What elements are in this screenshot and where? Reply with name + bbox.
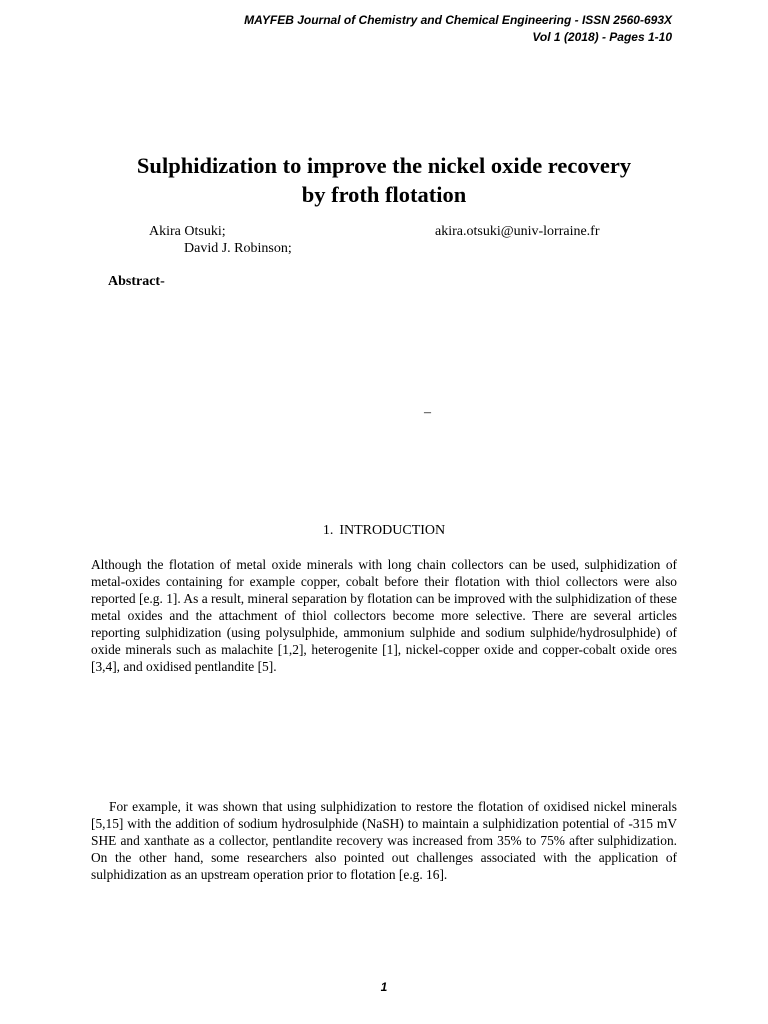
journal-line: MAYFEB Journal of Chemistry and Chemical Engineering - ISSN 2560-693X xyxy=(244,13,672,27)
title-line-1: Sulphidization to improve the nickel oxide recovery xyxy=(136,153,632,178)
volume-line: Vol 1 (2018) - Pages 1-10 xyxy=(532,30,672,44)
body-paragraph-1: Although the flotation of metal oxide minerals with long chain collectors can be used, sulphidization of metal-oxides containing for example copper, cobalt before their flotation with thiol collectors were also reported [e.g. 1]. As a result, mineral separation by flotation can be improved with the sulphidization of these metal oxides and the attachment of thiol collectors become more selective. There are several articles reporting sulphidization (using polysulphide, ammonium sulphide and sodium sulphide/hydrosulphide) of oxide minerals such as malachite [1,2], heterogenite [1], nickel-copper oxide and copper-cobalt oxide ores [3,4], and oxidised pentlandite [5]. xyxy=(91,557,677,674)
running-header xyxy=(244,12,672,46)
section-title: INTRODUCTION xyxy=(339,523,446,538)
author-1: Akira Otsuki; xyxy=(149,224,226,239)
article-title xyxy=(60,151,708,209)
abstract-label: Abstract- xyxy=(108,274,165,289)
title-line-2: by froth flotation xyxy=(301,182,467,207)
page-number: 1 xyxy=(380,980,388,994)
author-email: akira.otsuki@univ-lorraine.fr xyxy=(435,224,600,239)
author-2: David J. Robinson; xyxy=(184,241,292,256)
section-heading xyxy=(0,522,768,539)
section-number: 1. xyxy=(322,523,334,538)
body-paragraph-2: For example, it was shown that using sulphidization to restore the flotation of oxidised nickel minerals [5,15] with the addition of sodium hydrosulphide (NaSH) to maintain a sulphidization potential of -315 mV SHE and xanthate as a collector, pentlandite recovery was increased from 35% to 75% after sulphidization. On the other hand, some researchers also pointed out challenges associated with the application of sulphidization as an upstream operation prior to flotation [e.g. 16]. xyxy=(91,799,677,882)
separator-dash: – xyxy=(424,405,431,420)
